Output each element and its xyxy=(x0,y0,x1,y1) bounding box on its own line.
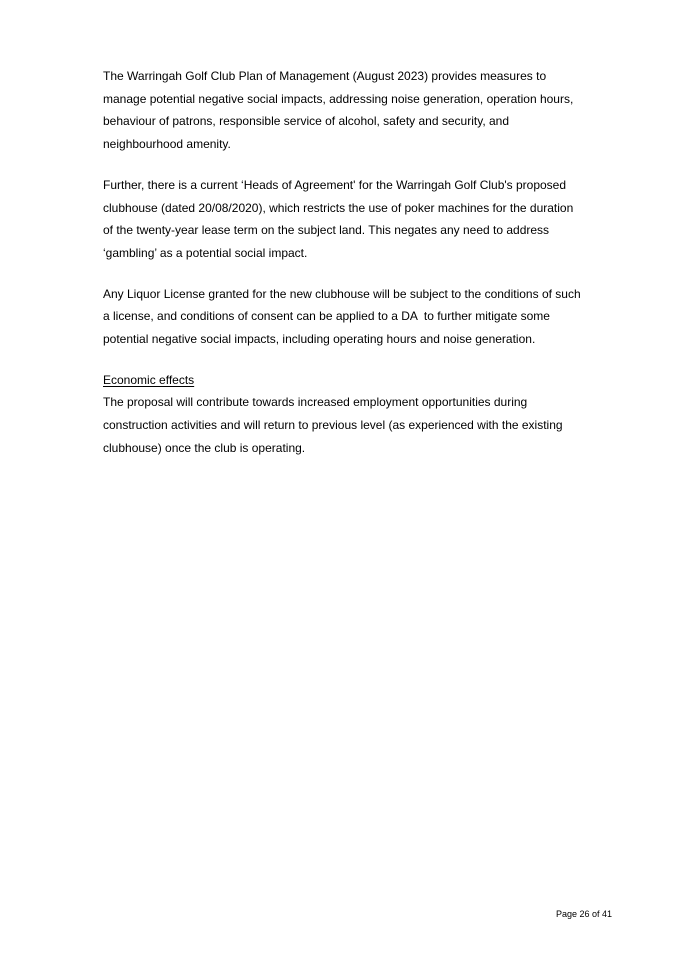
text-line: The Warringah Golf Club Plan of Management (August 2023) provides measures to xyxy=(103,69,547,83)
text-line: Any Liquor License granted for the new clubhouse will be subject to the conditions of such xyxy=(103,286,581,301)
text-line: a license, and conditions of consent can be applied to a DA to further mitigate some xyxy=(103,309,550,324)
text-line: clubhouse (dated 20/08/2020), which restricts the use of poker machines for the duration xyxy=(103,200,574,215)
document-body xyxy=(103,65,608,460)
text-line: Further, there is a current ‘Heads of Agreement' for the Warringah Golf Club's proposed xyxy=(103,177,567,192)
text-line: of the twenty-year lease term on the subject land. This negates any need to address xyxy=(103,223,550,238)
paragraph xyxy=(103,283,608,351)
page-number-footer: Page 26 of 41 xyxy=(555,909,612,919)
text-line: neighbourhood amenity. xyxy=(103,137,231,152)
text-line: manage potential negative social impacts, addressing noise generation, operation hours, xyxy=(103,91,574,106)
section-heading: Economic effects xyxy=(103,372,195,387)
text-line: clubhouse) once the club is operating. xyxy=(103,440,306,455)
text-line: ‘gambling’ as a potential social impact. xyxy=(103,245,308,260)
text-line: construction activities and will return to previous level (as experienced with the existing xyxy=(103,418,563,433)
text-line: behaviour of patrons, responsible service of alcohol, safety and security, and xyxy=(103,114,510,129)
paragraph xyxy=(103,65,608,156)
document-section xyxy=(103,369,608,460)
text-line: The proposal will contribute towards increased employment opportunities during xyxy=(103,395,528,410)
paragraph xyxy=(103,174,608,265)
text-line: potential negative social impacts, including operating hours and noise generation. xyxy=(103,332,536,347)
